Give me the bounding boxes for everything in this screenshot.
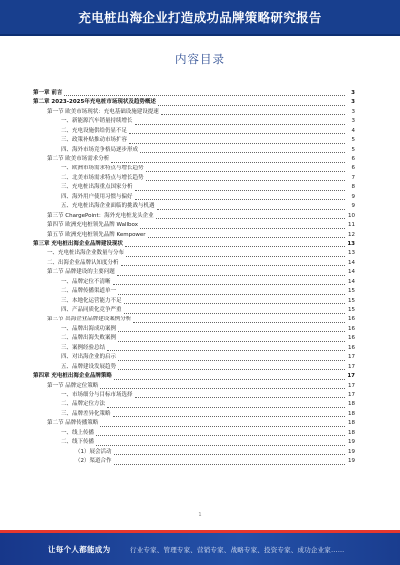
toc-entry-title: 第四章 充电桩出海企业品牌策略 bbox=[33, 373, 112, 380]
toc-entry-page: 6 bbox=[351, 156, 355, 163]
toc-leader-dots bbox=[158, 104, 345, 106]
toc-entry[interactable] bbox=[33, 174, 355, 183]
toc-entry[interactable] bbox=[33, 400, 355, 409]
toc-leader-dots bbox=[114, 378, 345, 380]
toc-entry[interactable] bbox=[33, 231, 355, 240]
toc-entry-title: 第四节 欧洲充电桩领先品牌 Wallbox bbox=[47, 222, 138, 229]
toc-entry-title: 第一章 前言 bbox=[33, 89, 63, 96]
toc-entry[interactable] bbox=[33, 117, 355, 126]
footer-expert-list: 行业专家、管理专家、营销专家、战略专家、投资专家、成功企业家…… bbox=[130, 546, 345, 554]
toc-entry[interactable] bbox=[33, 98, 355, 107]
toc-entry-title: 四、海外用户使用习惯与偏好 bbox=[61, 193, 133, 200]
toc-entry[interactable] bbox=[33, 259, 355, 268]
toc-entry-page: 14 bbox=[348, 278, 355, 285]
toc-leader-dots bbox=[146, 170, 345, 172]
toc-entry-page: 9 bbox=[351, 203, 355, 210]
toc-entry[interactable] bbox=[33, 372, 355, 381]
toc-entry[interactable] bbox=[33, 240, 355, 249]
toc-entry-page: 8 bbox=[351, 184, 355, 191]
toc-entry-page: 5 bbox=[351, 137, 355, 144]
toc-entry-page: 3 bbox=[351, 99, 355, 106]
toc-entry-page: 17 bbox=[348, 363, 355, 370]
toc-entry-page: 15 bbox=[348, 307, 355, 314]
toc-leader-dots bbox=[118, 330, 345, 332]
report-header-bar bbox=[0, 0, 400, 36]
toc-entry[interactable] bbox=[33, 353, 355, 362]
toc-entry[interactable] bbox=[33, 146, 355, 155]
toc-entry-page: 16 bbox=[348, 335, 355, 342]
toc-entry-title: 第二节 品牌传播策略 bbox=[47, 420, 99, 427]
footer-slogan: 让每个人都能成为 bbox=[48, 545, 111, 554]
toc-entry-page: 16 bbox=[348, 325, 355, 332]
toc-entry-title: 一、充电桩出海企业数量与分布 bbox=[47, 250, 125, 257]
toc-entry-title: 一、欧洲市场需求特点与增长趋势 bbox=[61, 165, 144, 172]
toc-leader-dots bbox=[140, 151, 345, 153]
toc-entry-title: 第一节 欧美市场现状：充电基础设施建设提速 bbox=[47, 108, 159, 115]
toc-entry-page: 3 bbox=[351, 89, 355, 96]
toc-entry-page: 17 bbox=[348, 382, 355, 389]
toc-entry-title: 三、政策补贴推动市场扩容 bbox=[61, 137, 128, 144]
toc-entry-page: 5 bbox=[351, 146, 355, 153]
toc-entry-page: 15 bbox=[348, 297, 355, 304]
toc-entry-title: 一、市场细分与目标市场选择 bbox=[61, 391, 133, 398]
toc-leader-dots bbox=[121, 264, 345, 266]
toc-entry[interactable] bbox=[33, 297, 355, 306]
toc-entry-page: 12 bbox=[348, 231, 355, 238]
toc-leader-dots bbox=[96, 434, 345, 436]
toc-entry-title: 第三节 ChargePoint：海外充电桩龙头企业 bbox=[47, 212, 154, 219]
toc-leader-dots bbox=[148, 236, 345, 238]
toc-entry-title: 第五节 欧洲充电桩领先品牌 Kempower bbox=[47, 231, 146, 238]
toc-leader-dots bbox=[135, 198, 345, 200]
page-number: 1 bbox=[198, 512, 202, 518]
toc-leader-dots bbox=[107, 406, 345, 408]
toc-entry-title: 一、品牌定位不清晰 bbox=[61, 278, 111, 285]
toc-entry[interactable] bbox=[33, 334, 355, 343]
toc-leader-dots bbox=[118, 293, 345, 295]
toc-leader-dots bbox=[118, 340, 345, 342]
toc-entry-title: 第三节 出海企业品牌建设案例分析 bbox=[47, 316, 132, 323]
toc-entry[interactable] bbox=[33, 212, 355, 221]
toc-entry[interactable] bbox=[33, 127, 355, 136]
toc-leader-dots bbox=[100, 387, 345, 389]
toc-leader-dots bbox=[157, 208, 345, 210]
toc-entry-page: 18 bbox=[348, 410, 355, 417]
toc-entry-title: 一、新能源汽车销量持续增长 bbox=[61, 118, 133, 125]
toc-leader-dots bbox=[129, 142, 345, 144]
toc-leader-dots bbox=[126, 255, 345, 257]
toc-entry-page: 17 bbox=[347, 373, 355, 380]
toc-entry-page: 16 bbox=[348, 316, 355, 323]
toc-leader-dots bbox=[133, 321, 345, 323]
toc-leader-dots bbox=[124, 312, 345, 314]
toc-entry[interactable] bbox=[33, 89, 355, 98]
toc-entry-page: 14 bbox=[348, 269, 355, 276]
toc-entry[interactable] bbox=[33, 249, 355, 258]
toc-leader-dots bbox=[135, 123, 345, 125]
toc-entry[interactable] bbox=[33, 419, 355, 428]
table-of-contents bbox=[33, 89, 355, 467]
toc-leader-dots bbox=[146, 179, 345, 181]
toc-entry[interactable] bbox=[33, 438, 355, 447]
toc-entry-page: 11 bbox=[348, 222, 355, 229]
toc-leader-dots bbox=[161, 113, 345, 115]
toc-entry-title: 五、充电桩出海企业面临的挑战与机遇 bbox=[61, 203, 155, 210]
toc-entry-title: （1）展会活动 bbox=[75, 448, 112, 455]
toc-entry-title: 二、充电设施供给仍显不足 bbox=[61, 127, 128, 134]
toc-entry-page: 17 bbox=[348, 354, 355, 361]
toc-leader-dots bbox=[125, 245, 345, 247]
toc-leader-dots bbox=[118, 368, 345, 370]
toc-entry-page: 19 bbox=[348, 448, 355, 455]
toc-leader-dots bbox=[124, 302, 345, 304]
toc-entry[interactable] bbox=[33, 278, 355, 287]
toc-entry-page: 4 bbox=[351, 127, 355, 134]
toc-entry-page: 3 bbox=[351, 118, 355, 125]
toc-entry-title: 五、品牌建设发展趋势 bbox=[61, 363, 117, 370]
toc-entry-title: 第二节 欧美市场需求分析 bbox=[47, 156, 110, 163]
toc-entry-page: 6 bbox=[351, 165, 355, 172]
toc-entry-title: 第一节 品牌定位策略 bbox=[47, 382, 99, 389]
toc-entry-title: 二、品牌传播渠道单一 bbox=[61, 288, 117, 295]
toc-entry-page: 19 bbox=[348, 458, 355, 465]
toc-leader-dots bbox=[156, 217, 345, 219]
toc-leader-dots bbox=[135, 189, 345, 191]
toc-entry-page: 18 bbox=[348, 420, 355, 427]
toc-entry[interactable] bbox=[33, 108, 355, 117]
toc-entry-page: 14 bbox=[348, 259, 355, 266]
toc-leader-dots bbox=[140, 227, 345, 229]
toc-leader-dots bbox=[117, 274, 345, 276]
toc-entry[interactable] bbox=[33, 410, 355, 419]
toc-leader-dots bbox=[135, 396, 345, 398]
toc-entry-page: 10 bbox=[348, 212, 355, 219]
toc-entry-page: 15 bbox=[348, 288, 355, 295]
toc-entry[interactable] bbox=[33, 202, 355, 211]
toc-entry-page: 3 bbox=[351, 108, 355, 115]
toc-leader-dots bbox=[64, 94, 345, 96]
toc-entry-page: 19 bbox=[348, 439, 355, 446]
toc-entry[interactable] bbox=[33, 193, 355, 202]
toc-leader-dots bbox=[114, 463, 346, 465]
toc-entry-title: 三、本地化运营能力不足 bbox=[61, 297, 122, 304]
toc-entry-title: 二、品牌定位方法 bbox=[61, 401, 106, 408]
toc-entry[interactable] bbox=[33, 344, 355, 353]
toc-entry-title: 一、线上传播 bbox=[61, 429, 95, 436]
footer-banner bbox=[0, 530, 400, 565]
toc-entry-page: 18 bbox=[348, 401, 355, 408]
toc-leader-dots bbox=[114, 453, 346, 455]
toc-entry-title: 二、线下传播 bbox=[61, 439, 95, 446]
toc-entry[interactable] bbox=[33, 136, 355, 145]
toc-entry[interactable] bbox=[33, 287, 355, 296]
toc-leader-dots bbox=[96, 444, 345, 446]
toc-leader-dots bbox=[118, 359, 345, 361]
toc-entry[interactable] bbox=[33, 306, 355, 315]
toc-entry-title: 三、充电桩出海重点国家分析 bbox=[61, 184, 133, 191]
toc-entry-page: 16 bbox=[348, 344, 355, 351]
report-title: 充电桩出海企业打造成功品牌策略研究报告 bbox=[78, 10, 322, 25]
toc-entry-page: 13 bbox=[347, 240, 355, 247]
toc-entry[interactable] bbox=[33, 382, 355, 391]
toc-entry-title: 四、产品同质化竞争严重 bbox=[61, 307, 122, 314]
toc-entry-title: 二、出海企业品牌认知度分析 bbox=[47, 259, 119, 266]
toc-entry-title: 二、北美市场需求特点与增长趋势 bbox=[61, 174, 144, 181]
toc-entry[interactable] bbox=[33, 363, 355, 372]
toc-entry-title: 四、对出海企业的启示 bbox=[61, 354, 117, 361]
toc-entry[interactable] bbox=[33, 429, 355, 438]
toc-entry-title: 一、品牌出海成功案例 bbox=[61, 325, 117, 332]
toc-entry[interactable] bbox=[33, 457, 355, 466]
toc-leader-dots bbox=[113, 415, 345, 417]
toc-entry-page: 13 bbox=[348, 250, 355, 257]
toc-entry-title: 第二节 品牌建设的主要问题 bbox=[47, 269, 115, 276]
toc-entry[interactable] bbox=[33, 448, 355, 457]
toc-leader-dots bbox=[100, 425, 345, 427]
toc-entry[interactable] bbox=[33, 155, 355, 164]
toc-leader-dots bbox=[113, 283, 345, 285]
toc-entry-title: （2）渠道合作 bbox=[75, 458, 112, 465]
toc-entry-page: 17 bbox=[348, 391, 355, 398]
toc-entry-title: 第二章 2023-2025年充电桩市场现状及趋势概述 bbox=[33, 99, 156, 106]
toc-entry[interactable] bbox=[33, 316, 355, 325]
toc-entry-title: 四、海外市场竞争格局逐步形成 bbox=[61, 146, 139, 153]
toc-entry-page: 7 bbox=[351, 174, 355, 181]
toc-entry-title: 第三章 充电桩出海企业品牌建设现状 bbox=[33, 240, 123, 247]
toc-entry[interactable] bbox=[33, 268, 355, 277]
toc-entry[interactable] bbox=[33, 183, 355, 192]
toc-entry[interactable] bbox=[33, 165, 355, 174]
toc-leader-dots bbox=[129, 132, 345, 134]
toc-entry[interactable] bbox=[33, 325, 355, 334]
toc-heading: 内容目录 bbox=[175, 52, 225, 66]
toc-entry-title: 三、案例经验总结 bbox=[61, 344, 106, 351]
toc-entry-page: 9 bbox=[351, 193, 355, 200]
toc-entry-title: 三、品牌差异化策略 bbox=[61, 410, 111, 417]
toc-leader-dots bbox=[111, 161, 345, 163]
toc-entry[interactable] bbox=[33, 221, 355, 230]
toc-entry[interactable] bbox=[33, 391, 355, 400]
toc-entry-page: 18 bbox=[348, 429, 355, 436]
toc-entry-title: 二、品牌出海失败案例 bbox=[61, 335, 117, 342]
toc-leader-dots bbox=[107, 349, 345, 351]
